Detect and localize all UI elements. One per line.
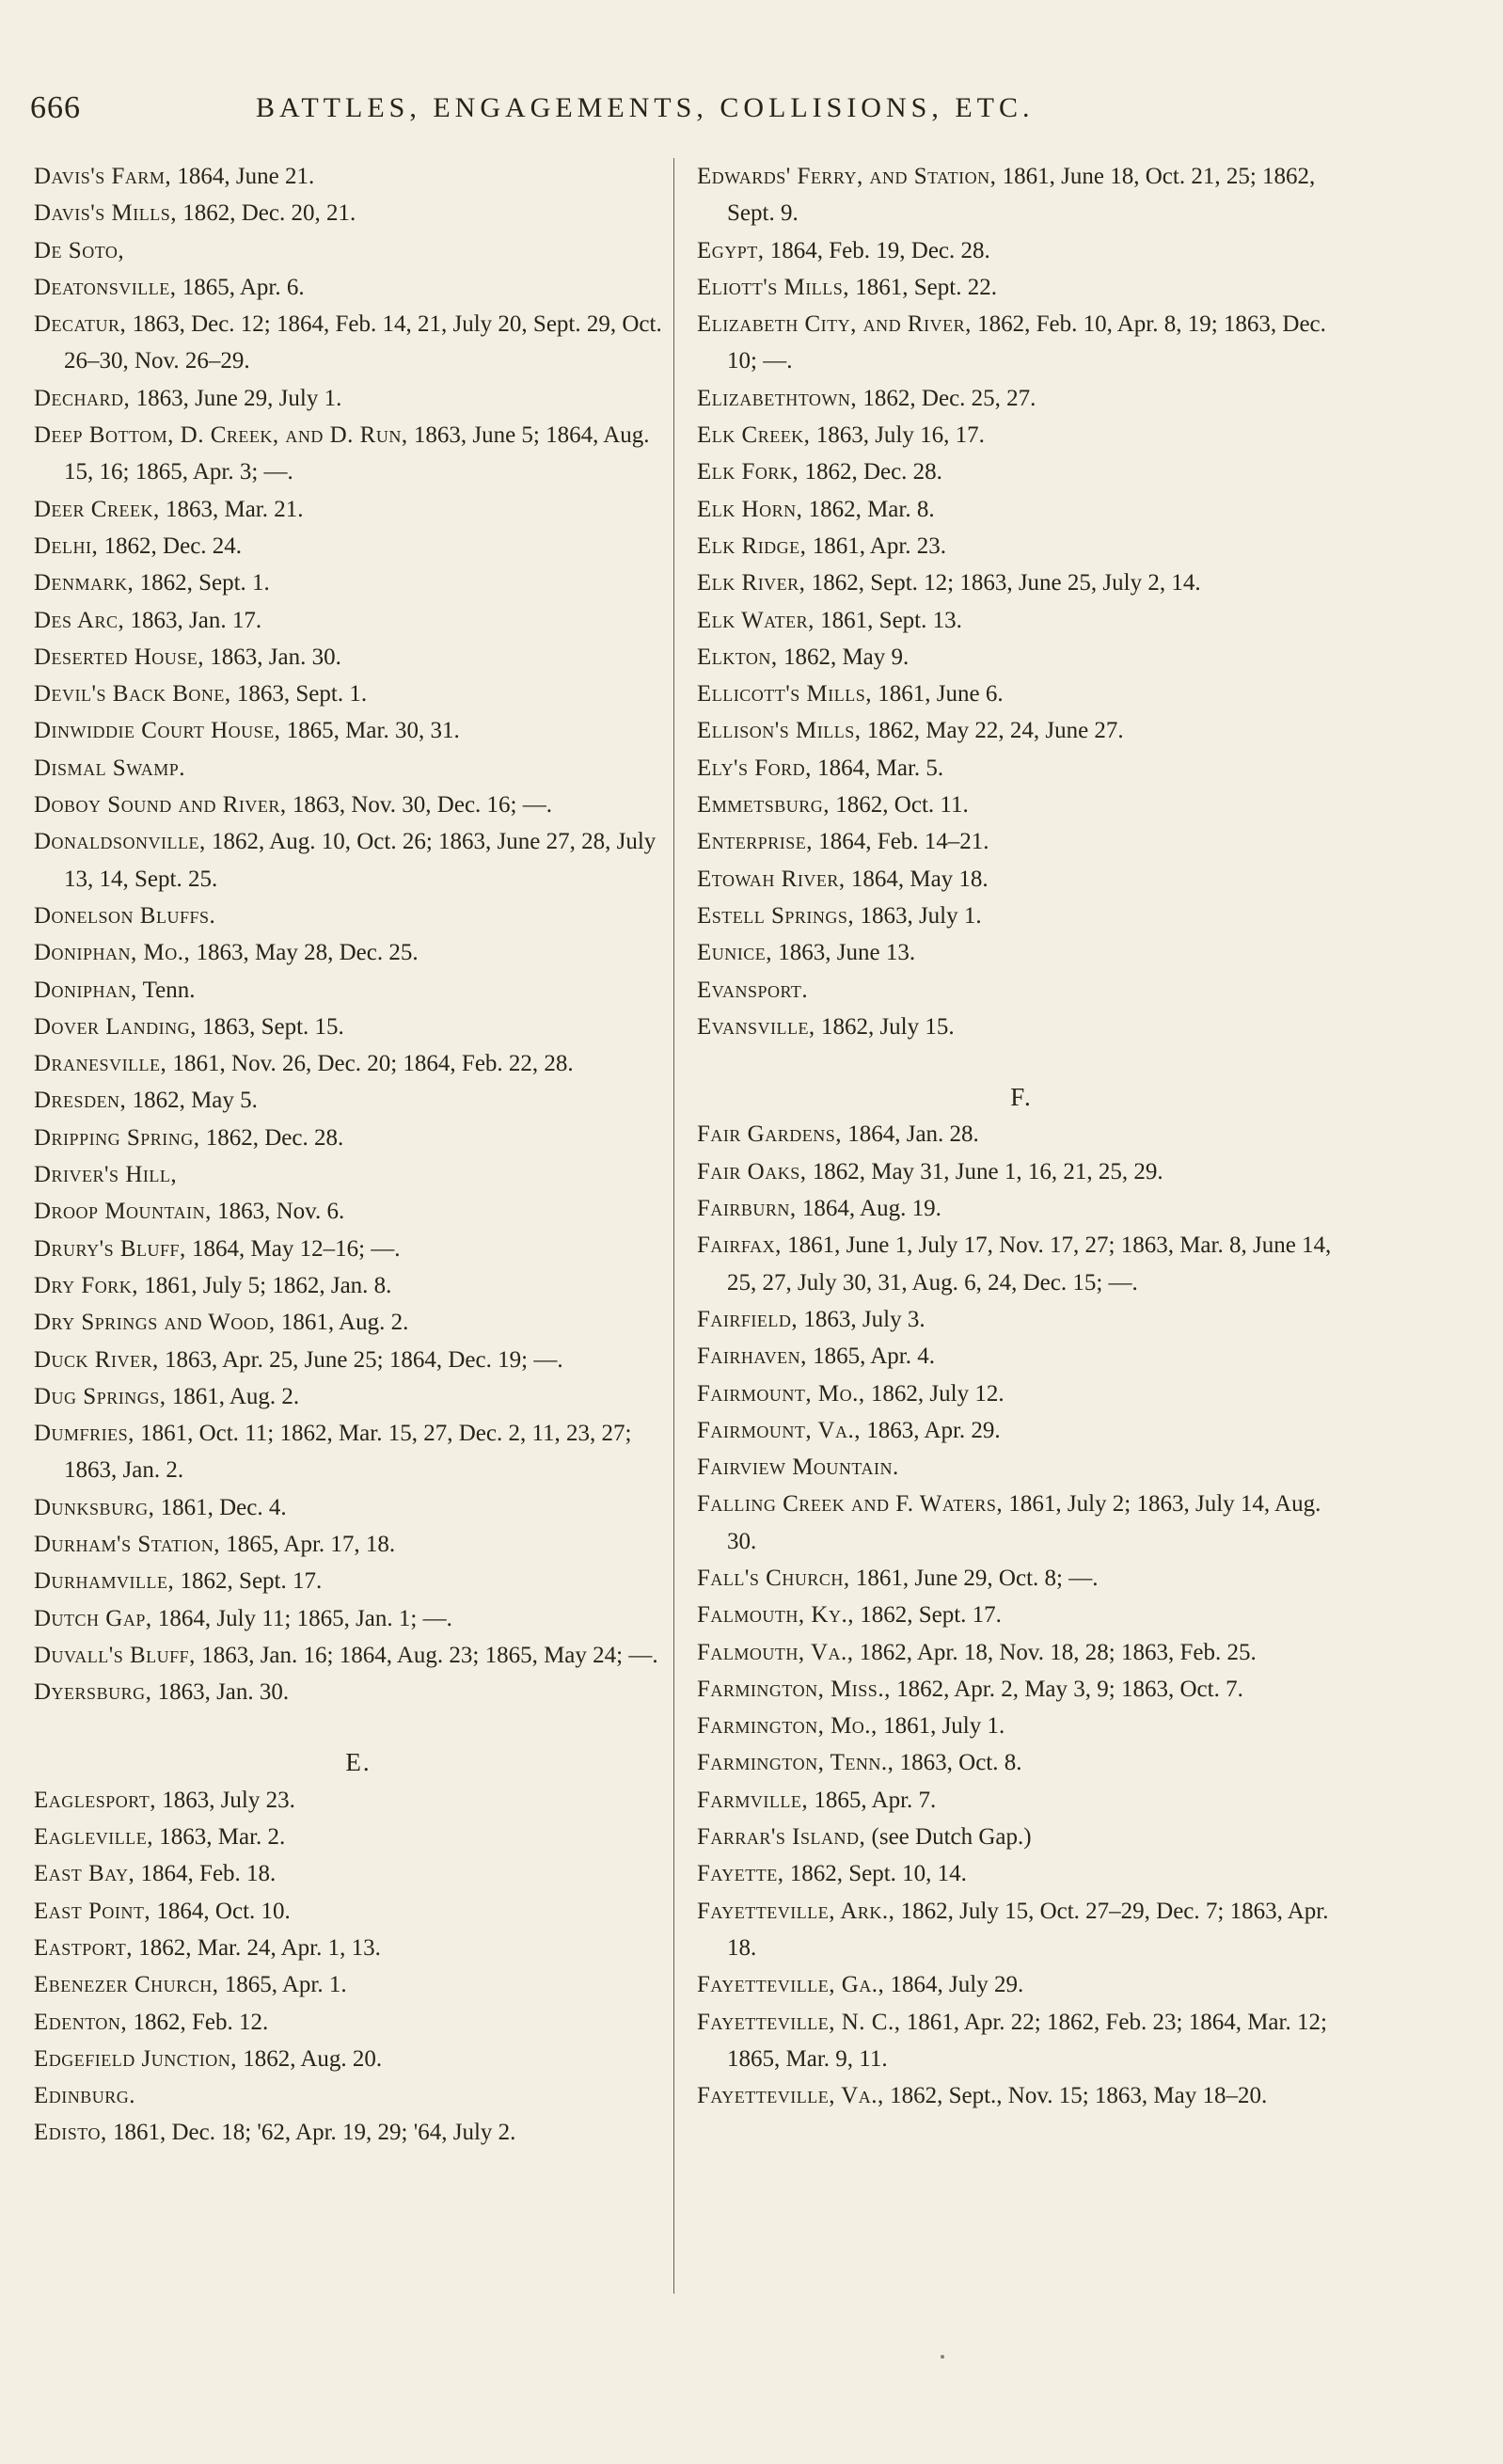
- entry-dates: 1861, June 6.: [872, 681, 1004, 707]
- index-entry: [697, 380, 1346, 417]
- index-entry: [697, 417, 1346, 453]
- entry-place: Dechard,: [34, 385, 131, 411]
- entry-dates: 1864, May 12–16; —.: [185, 1235, 401, 1262]
- section-spacer: [34, 1710, 683, 1744]
- entry-place: Edisto,: [34, 2120, 107, 2146]
- section-letter: E.: [345, 1748, 372, 1777]
- index-entry: [697, 1560, 1346, 1597]
- entry-dates: (see Dutch Gap.): [865, 1824, 1032, 1851]
- page-number: 666: [30, 90, 81, 125]
- entry-place: Ellicott's Mills,: [697, 681, 872, 707]
- index-entry: [34, 1855, 683, 1892]
- index-entry: [34, 1120, 683, 1156]
- entry-dates: 1863, July 3.: [798, 1306, 926, 1332]
- entry-dates: 1862, Sept. 10, 14.: [783, 1861, 967, 1887]
- entry-place: Des Arc,: [34, 607, 125, 633]
- entry-dates: 1862, Feb. 12.: [127, 2009, 269, 2035]
- stray-mark: [941, 2355, 944, 2359]
- entry-place: Ellison's Mills,: [697, 718, 862, 744]
- entry-place: Dinwiddie Court House,: [34, 718, 281, 744]
- entry-dates: 1865, Apr. 6.: [176, 274, 305, 300]
- entry-place: Deatonsville,: [34, 274, 177, 300]
- index-entry: [34, 1893, 683, 1930]
- index-entry: [697, 1893, 1346, 1967]
- entry-dates: 1862, May 31, June 1, 16, 21, 25, 29.: [806, 1158, 1163, 1184]
- index-entry: [697, 528, 1346, 564]
- section-spacer: [697, 1045, 1346, 1079]
- entry-place: Devil's Back Bone,: [34, 681, 231, 707]
- entry-place: Egypt,: [697, 237, 765, 263]
- entry-place: Etowah River,: [697, 866, 846, 892]
- entry-dates: 1861, July 5; 1862, Jan. 8.: [137, 1272, 392, 1298]
- entry-place: Estell Springs,: [697, 902, 855, 929]
- entry-place: Dumfries,: [34, 1421, 134, 1447]
- entry-place: Fairfield,: [697, 1306, 799, 1332]
- entry-dates: 1863, July 23.: [155, 1787, 295, 1813]
- right-column: [697, 158, 1346, 2114]
- entry-dates: 1861, July 2; 1863, July 14, Aug. 30.: [727, 1491, 1321, 1554]
- entry-dates: 1865, Apr. 7.: [808, 1787, 937, 1813]
- index-entry: [697, 639, 1346, 676]
- index-entry: [697, 1227, 1346, 1301]
- index-entry: [697, 861, 1346, 898]
- entry-place: Falmouth, Ky.,: [697, 1602, 854, 1629]
- entry-dates: 1862, May 22, 24, June 27.: [861, 718, 1124, 744]
- entry-place: Dover Landing,: [34, 1013, 197, 1040]
- entry-dates: 1863, Sept. 1.: [230, 681, 368, 707]
- entry-dates: 1863, May 28, Dec. 25.: [190, 940, 419, 966]
- entry-place: Edgefield Junction,: [34, 2045, 237, 2072]
- index-entry: [34, 639, 683, 676]
- entry-dates: 1862, Aug. 10, Oct. 26; 1863, June 27, 28, July 13, 14, Sept. 25.: [64, 829, 657, 892]
- index-entry: [697, 1782, 1346, 1819]
- index-entry: [34, 1231, 683, 1267]
- index-entry: [697, 1116, 1346, 1153]
- index-entry: [697, 823, 1346, 860]
- entry-place: Denmark,: [34, 570, 134, 596]
- entry-place: Donelson Bluffs.: [34, 902, 216, 929]
- entry-dates: 1861, Dec. 18; '62, Apr. 19, 29; '64, July 2.: [106, 2120, 516, 2146]
- index-entry: [34, 972, 683, 1009]
- index-entry: [697, 1819, 1346, 1855]
- entry-place: Fairfax,: [697, 1232, 782, 1259]
- entry-place: Fayette,: [697, 1861, 784, 1887]
- entry-place: Farmington, Tenn.,: [697, 1750, 894, 1776]
- entry-place: Fayetteville, Ga.,: [697, 1972, 885, 1998]
- index-entry: [34, 528, 683, 564]
- entry-dates: 1861, Apr. 23.: [806, 533, 947, 559]
- entry-dates: 1863, Apr. 25, June 25; 1864, Dec. 19; —.: [158, 1346, 563, 1373]
- entry-dates: 1862, Dec. 20, 21.: [176, 200, 356, 227]
- entry-dates: 1864, Feb. 19, Dec. 28.: [764, 237, 990, 263]
- index-entry: [34, 676, 683, 712]
- entry-place: Elk Creek,: [697, 422, 811, 449]
- entry-place: Dutch Gap,: [34, 1605, 152, 1631]
- entry-place: Eaglesport,: [34, 1787, 156, 1813]
- index-entry: [34, 1637, 683, 1674]
- entry-dates: 1863, Jan. 30.: [151, 1679, 290, 1706]
- entry-place: Farmington, Miss.,: [697, 1676, 891, 1702]
- entry-place: Delhi,: [34, 533, 99, 559]
- entry-place: Eagleville,: [34, 1824, 153, 1851]
- index-entry: [697, 898, 1346, 934]
- entry-place: Falmouth, Va.,: [697, 1639, 854, 1665]
- entry-dates: 1863, Oct. 8.: [894, 1750, 1022, 1776]
- entry-place: Edinburg.: [34, 2083, 136, 2109]
- entry-place: Doboy Sound and River,: [34, 792, 287, 819]
- entry-dates: 1863, July 16, 17.: [810, 422, 985, 449]
- index-entry: [34, 1009, 683, 1045]
- entry-dates: 1861, Sept. 22.: [849, 274, 997, 300]
- index-entry: [697, 1449, 1346, 1486]
- entry-place: Eliott's Mills,: [697, 274, 849, 300]
- entry-place: Dunksburg,: [34, 1494, 155, 1520]
- index-entry: [697, 306, 1346, 380]
- entry-place: Dug Springs,: [34, 1383, 166, 1409]
- index-entry: [697, 1671, 1346, 1708]
- entry-dates: 1863, Jan. 17.: [124, 607, 262, 633]
- entry-place: East Point,: [34, 1898, 151, 1924]
- index-entry: [34, 491, 683, 528]
- index-entry: [697, 269, 1346, 306]
- entry-dates: 1863, Dec. 12; 1864, Feb. 14, 21, July 20, Sept. 29, Oct. 26–30, Nov. 26–29.: [64, 311, 662, 374]
- index-entry: [697, 158, 1346, 232]
- entry-place: Duvall's Bluff,: [34, 1642, 196, 1668]
- entry-place: Elk Fork,: [697, 459, 799, 485]
- index-entry: [34, 1563, 683, 1599]
- index-entry: [34, 2114, 683, 2151]
- entry-place: De Soto,: [34, 237, 125, 263]
- entry-place: Davis's Farm,: [34, 164, 172, 189]
- index-entry: [697, 1009, 1346, 1045]
- index-entry: [697, 2004, 1346, 2078]
- index-entry: [34, 1966, 683, 2003]
- entry-place: Edwards' Ferry, and Station,: [697, 164, 997, 189]
- index-entry: [697, 1153, 1346, 1190]
- index-entry: [34, 1082, 683, 1119]
- entry-place: Elkton,: [697, 644, 778, 670]
- entry-place: Deer Creek,: [34, 496, 160, 522]
- index-entry: [697, 676, 1346, 712]
- entry-dates: 1862, Mar. 24, Apr. 1, 13.: [132, 1934, 381, 1961]
- entry-place: Dresden,: [34, 1088, 127, 1114]
- index-entry: [34, 195, 683, 231]
- entry-dates: 1861, Aug. 2.: [166, 1383, 300, 1409]
- entry-place: Farrar's Island,: [697, 1824, 866, 1851]
- entry-dates: 1862, May 9.: [777, 644, 910, 670]
- index-entry: [34, 1304, 683, 1341]
- index-entry: [34, 380, 683, 417]
- entry-dates: 1865, Apr. 4.: [806, 1343, 935, 1370]
- index-entry: [34, 1600, 683, 1637]
- entry-place: Donaldsonville,: [34, 829, 206, 855]
- entry-dates: Tenn.: [136, 977, 196, 1003]
- index-entry: [697, 602, 1346, 639]
- entry-dates: 1863, June 5; 1864, Aug. 15, 16; 1865, Apr. 3; —.: [64, 422, 650, 485]
- entry-place: Durham's Station,: [34, 1531, 221, 1557]
- entry-dates: 1862, July 15, Oct. 27–29, Dec. 7; 1863, Apr. 18.: [727, 1898, 1329, 1961]
- entry-place: East Bay,: [34, 1861, 135, 1887]
- entry-dates: 1864, May 18.: [845, 866, 989, 892]
- index-entry: [697, 787, 1346, 823]
- entry-place: Fairhaven,: [697, 1343, 807, 1370]
- page-header: [30, 90, 1140, 132]
- entry-place: Fair Oaks,: [697, 1158, 807, 1184]
- entry-dates: 1864, Feb. 18.: [134, 1861, 277, 1887]
- index-entry: [697, 1338, 1346, 1375]
- entry-dates: 1862, Aug. 20.: [236, 2045, 383, 2072]
- entry-place: Ely's Ford,: [697, 755, 812, 781]
- entry-place: Evansville,: [697, 1013, 815, 1040]
- index-entry: [697, 453, 1346, 490]
- entry-dates: 1862, Sept. 17.: [174, 1568, 323, 1595]
- index-entry: [34, 1193, 683, 1230]
- entry-place: Elk Water,: [697, 607, 815, 633]
- index-entry: [697, 1190, 1346, 1227]
- entry-dates: 1862, Dec. 28.: [799, 459, 942, 485]
- index-entry: [697, 712, 1346, 749]
- index-entry: [697, 1412, 1346, 1449]
- entry-dates: 1862, Mar. 8.: [802, 496, 935, 522]
- entry-place: Decatur,: [34, 311, 127, 338]
- index-entry: [34, 1156, 683, 1193]
- index-entry: [697, 1301, 1346, 1338]
- entry-dates: 1862, Dec. 24.: [98, 533, 243, 559]
- entry-dates: 1863, Nov. 30, Dec. 16; —.: [286, 792, 552, 819]
- entry-place: Elk Horn,: [697, 496, 803, 522]
- entry-place: Drury's Bluff,: [34, 1235, 186, 1262]
- section-letter: F.: [1010, 1083, 1033, 1112]
- entry-place: Elizabeth City, and River,: [697, 311, 972, 338]
- entry-dates: 1864, July 29.: [884, 1972, 1024, 1998]
- index-entry: [697, 1744, 1346, 1781]
- entry-dates: 1862, Sept. 1.: [134, 570, 270, 596]
- entry-place: Farmington, Mo.,: [697, 1713, 878, 1740]
- entry-place: Droop Mountain,: [34, 1199, 212, 1225]
- index-entry: [34, 1819, 683, 1855]
- index-entry: [697, 1708, 1346, 1744]
- entry-dates: 1864, Feb. 14–21.: [813, 829, 989, 855]
- entry-place: Dry Fork,: [34, 1272, 138, 1298]
- entry-dates: 1862, Sept. 17.: [853, 1602, 1002, 1629]
- entry-place: Davis's Mills,: [34, 200, 177, 227]
- entry-place: Fairmount, Mo.,: [697, 1380, 865, 1407]
- entry-place: Fair Gardens,: [697, 1121, 842, 1148]
- entry-place: Fall's Church,: [697, 1565, 850, 1591]
- entry-place: Deserted House,: [34, 644, 205, 670]
- entry-place: Elk Ridge,: [697, 533, 807, 559]
- entry-dates: 1863, Mar. 21.: [159, 496, 304, 522]
- entry-place: Elizabethtown,: [697, 385, 858, 411]
- entry-dates: 1865, Apr. 1.: [218, 1972, 347, 1998]
- entry-dates: 1861, Sept. 13.: [814, 607, 962, 633]
- index-entry: [697, 1966, 1346, 2003]
- entry-dates: 1862, Sept., Nov. 15; 1863, May 18–20.: [883, 2083, 1268, 2109]
- column-divider: [673, 158, 674, 2294]
- entry-place: Ebenezer Church,: [34, 1972, 219, 1998]
- index-entry: [697, 1486, 1346, 1560]
- entry-dates: 1865, Mar. 30, 31.: [280, 718, 460, 744]
- entry-place: Enterprise,: [697, 829, 814, 855]
- index-entry: [697, 1597, 1346, 1633]
- entry-place: Falling Creek and F. Waters,: [697, 1491, 1004, 1518]
- entry-dates: 1862, Feb. 10, Apr. 8, 19; 1863, Dec. 10; —.: [727, 311, 1326, 374]
- index-entry: [34, 1489, 683, 1526]
- index-entry: [34, 1378, 683, 1415]
- entry-dates: 1862, Oct. 11.: [830, 792, 969, 819]
- entry-dates: 1863, Apr. 29.: [861, 1417, 1001, 1443]
- index-entry: [34, 602, 683, 639]
- entry-dates: 1864, June 21.: [171, 164, 315, 189]
- left-column: [34, 158, 683, 2152]
- entry-place: Eastport,: [34, 1934, 133, 1961]
- entry-place: Fairburn,: [697, 1196, 797, 1222]
- index-entry: [34, 269, 683, 306]
- entry-dates: 1863, Mar. 2.: [153, 1824, 286, 1851]
- entry-dates: 1863, Sept. 15.: [196, 1013, 344, 1040]
- index-entry: [697, 934, 1346, 971]
- entry-dates: 1862, Dec. 25, 27.: [857, 385, 1036, 411]
- entry-place: Elk River,: [697, 570, 806, 596]
- entry-dates: 1861, June 1, July 17, Nov. 17, 27; 1863, Mar. 8, June 14, 25, 27, July 30, 31, Aug. 6, 24, Dec. 15; —.: [727, 1232, 1332, 1296]
- index-entry: [697, 564, 1346, 601]
- entry-dates: 1864, Mar. 5.: [811, 755, 944, 781]
- entry-place: Emmetsburg,: [697, 792, 831, 819]
- entry-dates: 1864, Jan. 28.: [841, 1121, 979, 1148]
- entry-dates: 1861, Apr. 22; 1862, Feb. 23; 1864, Mar. 12; 1865, Mar. 9, 11.: [727, 2009, 1327, 2072]
- entry-dates: 1864, Aug. 19.: [796, 1196, 941, 1222]
- entry-dates: 1861, Oct. 11; 1862, Mar. 15, 27, Dec. 2, 11, 23, 27; 1863, Jan. 2.: [64, 1421, 632, 1484]
- entry-place: Evansport.: [697, 977, 809, 1003]
- entry-dates: 1861, June 29, Oct. 8; —.: [849, 1565, 1099, 1591]
- entry-dates: 1862, Apr. 18, Nov. 18, 28; 1863, Feb. 25.: [853, 1639, 1257, 1665]
- index-entry: [34, 1930, 683, 1966]
- index-entry: [697, 2077, 1346, 2114]
- index-entry: [34, 417, 683, 491]
- entry-dates: 1863, June 13.: [772, 940, 916, 966]
- entry-place: Farmville,: [697, 1787, 809, 1813]
- entry-place: Edenton,: [34, 2009, 128, 2035]
- index-entry: [34, 306, 683, 380]
- entry-place: Fayetteville, Ark.,: [697, 1898, 895, 1924]
- index-entry: [34, 1045, 683, 1082]
- entry-dates: 1864, Oct. 10.: [150, 1898, 291, 1924]
- running-title: BATTLES, ENGAGEMENTS, COLLISIONS, ETC.: [256, 92, 1035, 123]
- entry-dates: 1862, May 5.: [126, 1088, 258, 1114]
- entry-dates: 1864, July 11; 1865, Jan. 1; —.: [151, 1605, 452, 1631]
- entry-place: Driver's Hill,: [34, 1162, 178, 1188]
- entry-dates: 1863, June 29, July 1.: [130, 385, 342, 411]
- index-entry: [34, 2041, 683, 2077]
- entry-dates: 1862, Apr. 2, May 3, 9; 1863, Oct. 7.: [890, 1676, 1243, 1702]
- entry-dates: 1862, July 12.: [864, 1380, 1005, 1407]
- entry-place: Durhamville,: [34, 1568, 175, 1595]
- index-entry: [34, 1415, 683, 1489]
- entry-place: Duck River,: [34, 1346, 159, 1373]
- index-entry: [34, 1674, 683, 1710]
- index-entry: [34, 1342, 683, 1378]
- index-entry: [34, 564, 683, 601]
- entry-dates: 1863, Jan. 16; 1864, Aug. 23; 1865, May 24; —.: [195, 1642, 658, 1668]
- index-entry: [34, 1267, 683, 1304]
- entry-place: Fayetteville, Va.,: [697, 2083, 884, 2109]
- index-entry: [697, 1375, 1346, 1412]
- index-entry: [34, 1526, 683, 1563]
- entry-dates: 1862, Sept. 12; 1863, June 25, July 2, 14.: [805, 570, 1201, 596]
- index-entry: [34, 823, 683, 898]
- index-entry: [34, 750, 683, 787]
- entry-place: Doniphan,: [34, 977, 137, 1003]
- index-entry: [697, 750, 1346, 787]
- index-entry: [34, 712, 683, 749]
- entry-place: Fairview Mountain.: [697, 1455, 899, 1481]
- index-entry: [34, 158, 683, 195]
- entry-place: Dyersburg,: [34, 1679, 152, 1706]
- entry-dates: 1861, July 1.: [877, 1713, 1005, 1740]
- entry-place: Eunice,: [697, 940, 773, 966]
- entry-place: Dry Springs and Wood,: [34, 1310, 276, 1336]
- entry-dates: 1863, Jan. 30.: [204, 644, 341, 670]
- entry-place: Dripping Spring,: [34, 1124, 200, 1151]
- index-entry: [697, 491, 1346, 528]
- entry-dates: 1863, July 1.: [854, 902, 982, 929]
- index-entry: [34, 787, 683, 823]
- index-entry: [34, 934, 683, 971]
- entry-place: Dranesville,: [34, 1051, 167, 1077]
- entry-dates: 1861, Dec. 4.: [154, 1494, 287, 1520]
- entry-dates: 1861, Nov. 26, Dec. 20; 1864, Feb. 22, 28.: [166, 1051, 574, 1077]
- entry-dates: 1861, Aug. 2.: [275, 1310, 409, 1336]
- index-entry: [34, 2077, 683, 2114]
- entry-place: Deep Bottom, D. Creek, and D. Run,: [34, 422, 408, 449]
- index-entry: [697, 972, 1346, 1009]
- index-entry: [697, 1855, 1346, 1892]
- index-entry: [697, 1634, 1346, 1671]
- entry-place: Dismal Swamp.: [34, 755, 185, 781]
- index-entry: [34, 2004, 683, 2041]
- entry-place: Fayetteville, N. C.,: [697, 2009, 901, 2035]
- index-entry: [34, 1782, 683, 1819]
- entry-place: Doniphan, Mo.,: [34, 940, 191, 966]
- entry-dates: 1862, Dec. 28.: [199, 1124, 344, 1151]
- entry-dates: 1863, Nov. 6.: [211, 1199, 345, 1225]
- entry-place: Fairmount, Va.,: [697, 1417, 862, 1443]
- entry-dates: 1861, June 18, Oct. 21, 25; 1862, Sept. 9.: [727, 164, 1316, 227]
- index-entry: [34, 232, 683, 269]
- index-entry: [697, 232, 1346, 269]
- entry-dates: 1862, July 15.: [815, 1013, 955, 1040]
- entry-dates: 1865, Apr. 17, 18.: [220, 1531, 396, 1557]
- index-entry: [34, 898, 683, 934]
